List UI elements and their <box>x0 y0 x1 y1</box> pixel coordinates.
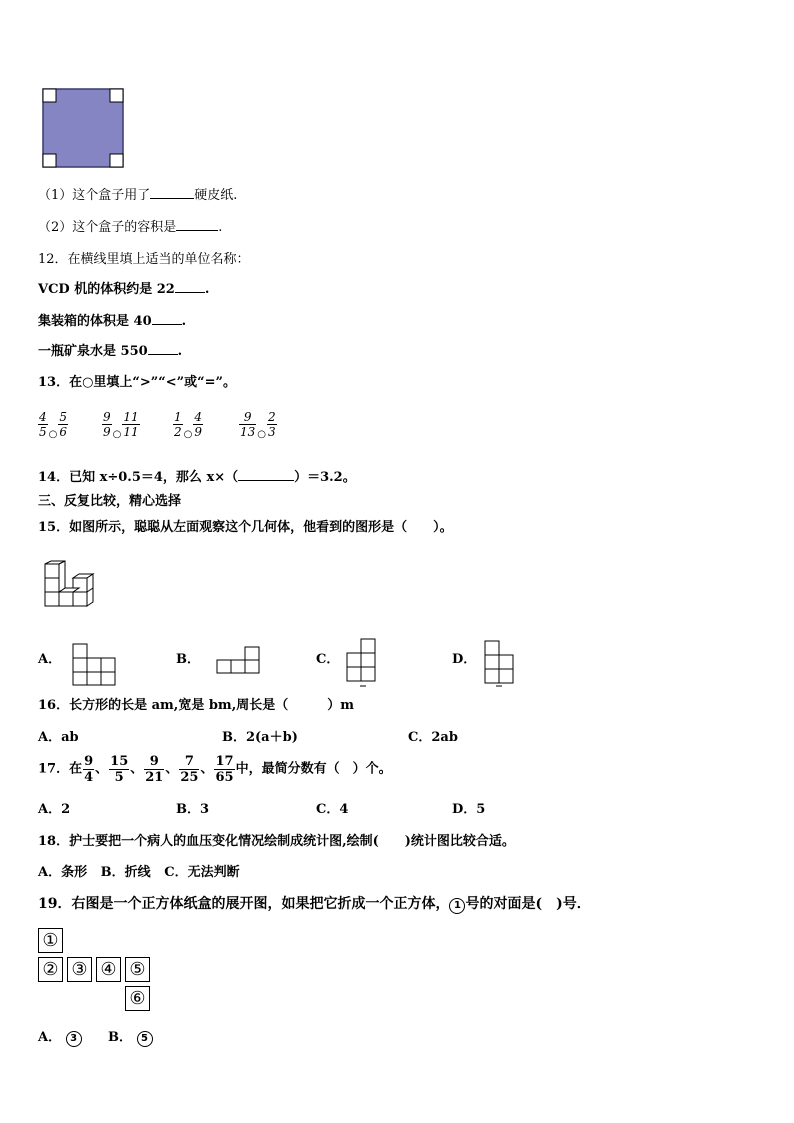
q17-fraction-1: $\frac{9}{4}$ <box>84 754 94 785</box>
q15-solid-figure <box>44 560 100 610</box>
q17-fraction-2: $\frac{15}{5}$ <box>110 754 129 785</box>
q18-options <box>38 865 240 881</box>
q15-option-c-figure <box>346 638 378 688</box>
q15-option-a[interactable]: A． <box>38 652 62 667</box>
q12-title: 12．在横线里填上适当的单位名称： <box>38 252 250 267</box>
net-face-4: ④ <box>96 957 121 982</box>
q15-option-a-figure <box>72 642 118 686</box>
q17-fraction-4: $\frac{7}{25}$ <box>180 754 199 785</box>
q17-option-d[interactable]: D．5 <box>452 802 486 817</box>
q18-option-b[interactable]: B．折线 <box>100 865 151 880</box>
q16-option-c[interactable]: C．2ab <box>408 730 458 745</box>
q15-option-d[interactable]: D． <box>452 652 477 667</box>
q16-title: 16．长方形的长是 am,宽是 bm,周长是（ ）m <box>38 698 354 713</box>
q12-line3: 一瓶矿泉水是 550 . <box>38 344 183 359</box>
q19-option-b-circle: 5 <box>137 1031 153 1047</box>
q15-title: 15．如图所示，聪聪从左面观察这个几何体，他看到的图形是（ ）。 <box>38 520 453 535</box>
net-face-2: ② <box>38 957 63 982</box>
box-net-figure <box>42 88 124 168</box>
q13-pair-4: $\frac{9}{13}$ ○ $\frac{2}{3}$ <box>240 410 276 440</box>
net-face-5: ⑤ <box>125 957 150 982</box>
q16-option-a[interactable]: A．ab <box>38 730 79 745</box>
q19-option-b[interactable]: B． 5 <box>108 1030 153 1047</box>
q17-option-b[interactable]: B．3 <box>176 802 210 817</box>
q17-fraction-3: $\frac{9}{21}$ <box>145 754 164 785</box>
q19-cube-net <box>38 928 154 1016</box>
q13-title: 13．在○里填上“>”“<”或“=”。 <box>38 375 236 390</box>
q12-line1: VCD 机的体积约是 22 . <box>38 282 210 297</box>
q15-option-c[interactable]: C． <box>316 652 340 667</box>
net-face-1: ① <box>38 928 63 953</box>
q14: 14．已知 x÷0.5＝4，那么 x×（ ）＝3.2。 <box>38 470 356 485</box>
q13-pair-3: $\frac{1}{2}$ ○ $\frac{4}{9}$ <box>174 410 203 440</box>
q17-title: 17．在 $\frac{9}{4}$ 、 $\frac{15}{5}$ 、 $\frac{9}{21}$ 、 $\frac{7}{25}$ 、 $\frac{17}{65}$ 中，最简分数有（ ）个。 <box>38 754 392 785</box>
q15-option-d-figure <box>484 640 516 688</box>
q15-option-b[interactable]: B． <box>176 652 200 667</box>
q15-option-b-figure <box>216 646 262 674</box>
q17-option-c[interactable]: C．4 <box>316 802 349 817</box>
q17-option-a[interactable]: A．2 <box>38 802 71 817</box>
q17-fraction-5: $\frac{17}{65}$ <box>215 754 234 785</box>
q12-line2: 集装箱的体积是 40 . <box>38 314 187 329</box>
net-face-6: ⑥ <box>125 986 150 1011</box>
q18-title: 18．护士要把一个病人的血压变化情况绘制成统计图,绘制( )统计图比较合适。 <box>38 834 515 849</box>
net-face-3: ③ <box>67 957 92 982</box>
q16-option-b[interactable]: B．2(a＋b) <box>222 730 298 745</box>
q13-pair-1: $\frac{4}{5}$ ○ $\frac{5}{6}$ <box>39 410 68 440</box>
section-3-title: 三、反复比较，精心选择 <box>38 494 182 509</box>
q18-option-c[interactable]: C．无法判断 <box>164 865 240 880</box>
q13-pair-2: $\frac{9}{9}$ ○ $\frac{11}{11}$ <box>103 410 139 440</box>
q19-option-a-circle: 3 <box>66 1031 82 1047</box>
q18-option-a[interactable]: A．条形 <box>38 865 88 880</box>
q11-sub1: （1）这个盒子用了 硬皮纸. <box>38 188 238 203</box>
q19-option-a[interactable]: A． 3 <box>38 1030 82 1047</box>
q11-sub2: （2）这个盒子的容积是 . <box>38 220 223 235</box>
q19-title: 19．右图是一个正方体纸盒的展开图，如果把它折成一个正方体， 1 号的对面是( )号． <box>38 896 591 912</box>
